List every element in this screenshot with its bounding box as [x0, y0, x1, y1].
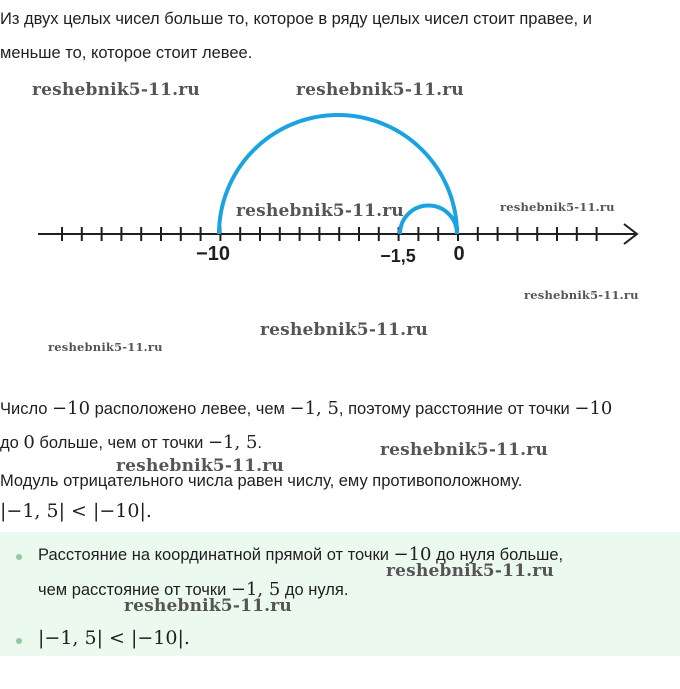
c1-math-1: −10 [393, 544, 432, 565]
watermark: reshebnik5-11.ru [124, 596, 292, 616]
intro-line-1: Из двух целых чисел больше то, которое в ряду целых чисел стоит правее, и [0, 10, 592, 28]
paragraph-1-line-1 [0, 394, 676, 424]
arc-minus-1-5-to-0 [400, 206, 457, 235]
c1-text-1: Расстояние на координатной прямой от точки [38, 546, 394, 564]
p1-text-1: Число [0, 400, 53, 418]
label-minus-10: −10 [196, 243, 230, 265]
watermark: reshebnik5-11.ru [116, 456, 284, 476]
p1-math-2: −1, 5 [289, 398, 339, 419]
watermark: reshebnik5-11.ru [296, 80, 464, 100]
paragraph-1-line-2 [0, 428, 676, 458]
watermark: reshebnik5-11.ru [32, 80, 200, 100]
p1-math-5: −1, 5 [207, 432, 258, 453]
p1-math-4: 0 [23, 432, 35, 453]
callout-item-2-formula: |−1, 5| < |−10|. [38, 627, 190, 649]
label-zero: 0 [453, 243, 465, 265]
p1-math-3: −10 [574, 398, 613, 419]
intro-line-2: меньше то, которое стоит левее. [0, 44, 253, 62]
c1-text-3: чем расстояние от точки [38, 581, 231, 599]
callout-item-1-line-1 [38, 538, 678, 572]
watermark: reshebnik5-11.ru [48, 340, 163, 354]
watermark: reshebnik5-11.ru [386, 561, 554, 581]
p1-text-4: до [0, 434, 24, 452]
watermark: reshebnik5-11.ru [236, 201, 404, 221]
summary-callout [0, 532, 680, 656]
number-line-figure [0, 100, 680, 270]
watermark: reshebnik5-11.ru [524, 288, 639, 302]
p1-text-5: больше, чем от точки [34, 434, 208, 452]
formula-modulus: |−1, 5| < |−10|. [0, 500, 152, 522]
watermark: reshebnik5-11.ru [500, 200, 615, 214]
bullet-2 [16, 638, 22, 644]
watermark: reshebnik5-11.ru [380, 440, 548, 460]
p1-text-3: , поэтому расстояние от точки [338, 400, 575, 418]
p1-text-2: расположено левее, чем [90, 400, 290, 418]
c1-math-2: −1, 5 [230, 579, 281, 600]
c1-text-2: до нуля больше, [431, 546, 564, 564]
label-minus-1-5: −1,5 [380, 246, 416, 266]
bullet-1 [16, 554, 22, 560]
p1-text-6: . [257, 434, 262, 452]
paragraph-2: Модуль отрицательного числа равен числу, ему противоположному. [0, 472, 523, 490]
watermark: reshebnik5-11.ru [260, 320, 428, 340]
c1-text-4: до нуля. [280, 581, 349, 599]
p1-math-1: −10 [52, 398, 91, 419]
